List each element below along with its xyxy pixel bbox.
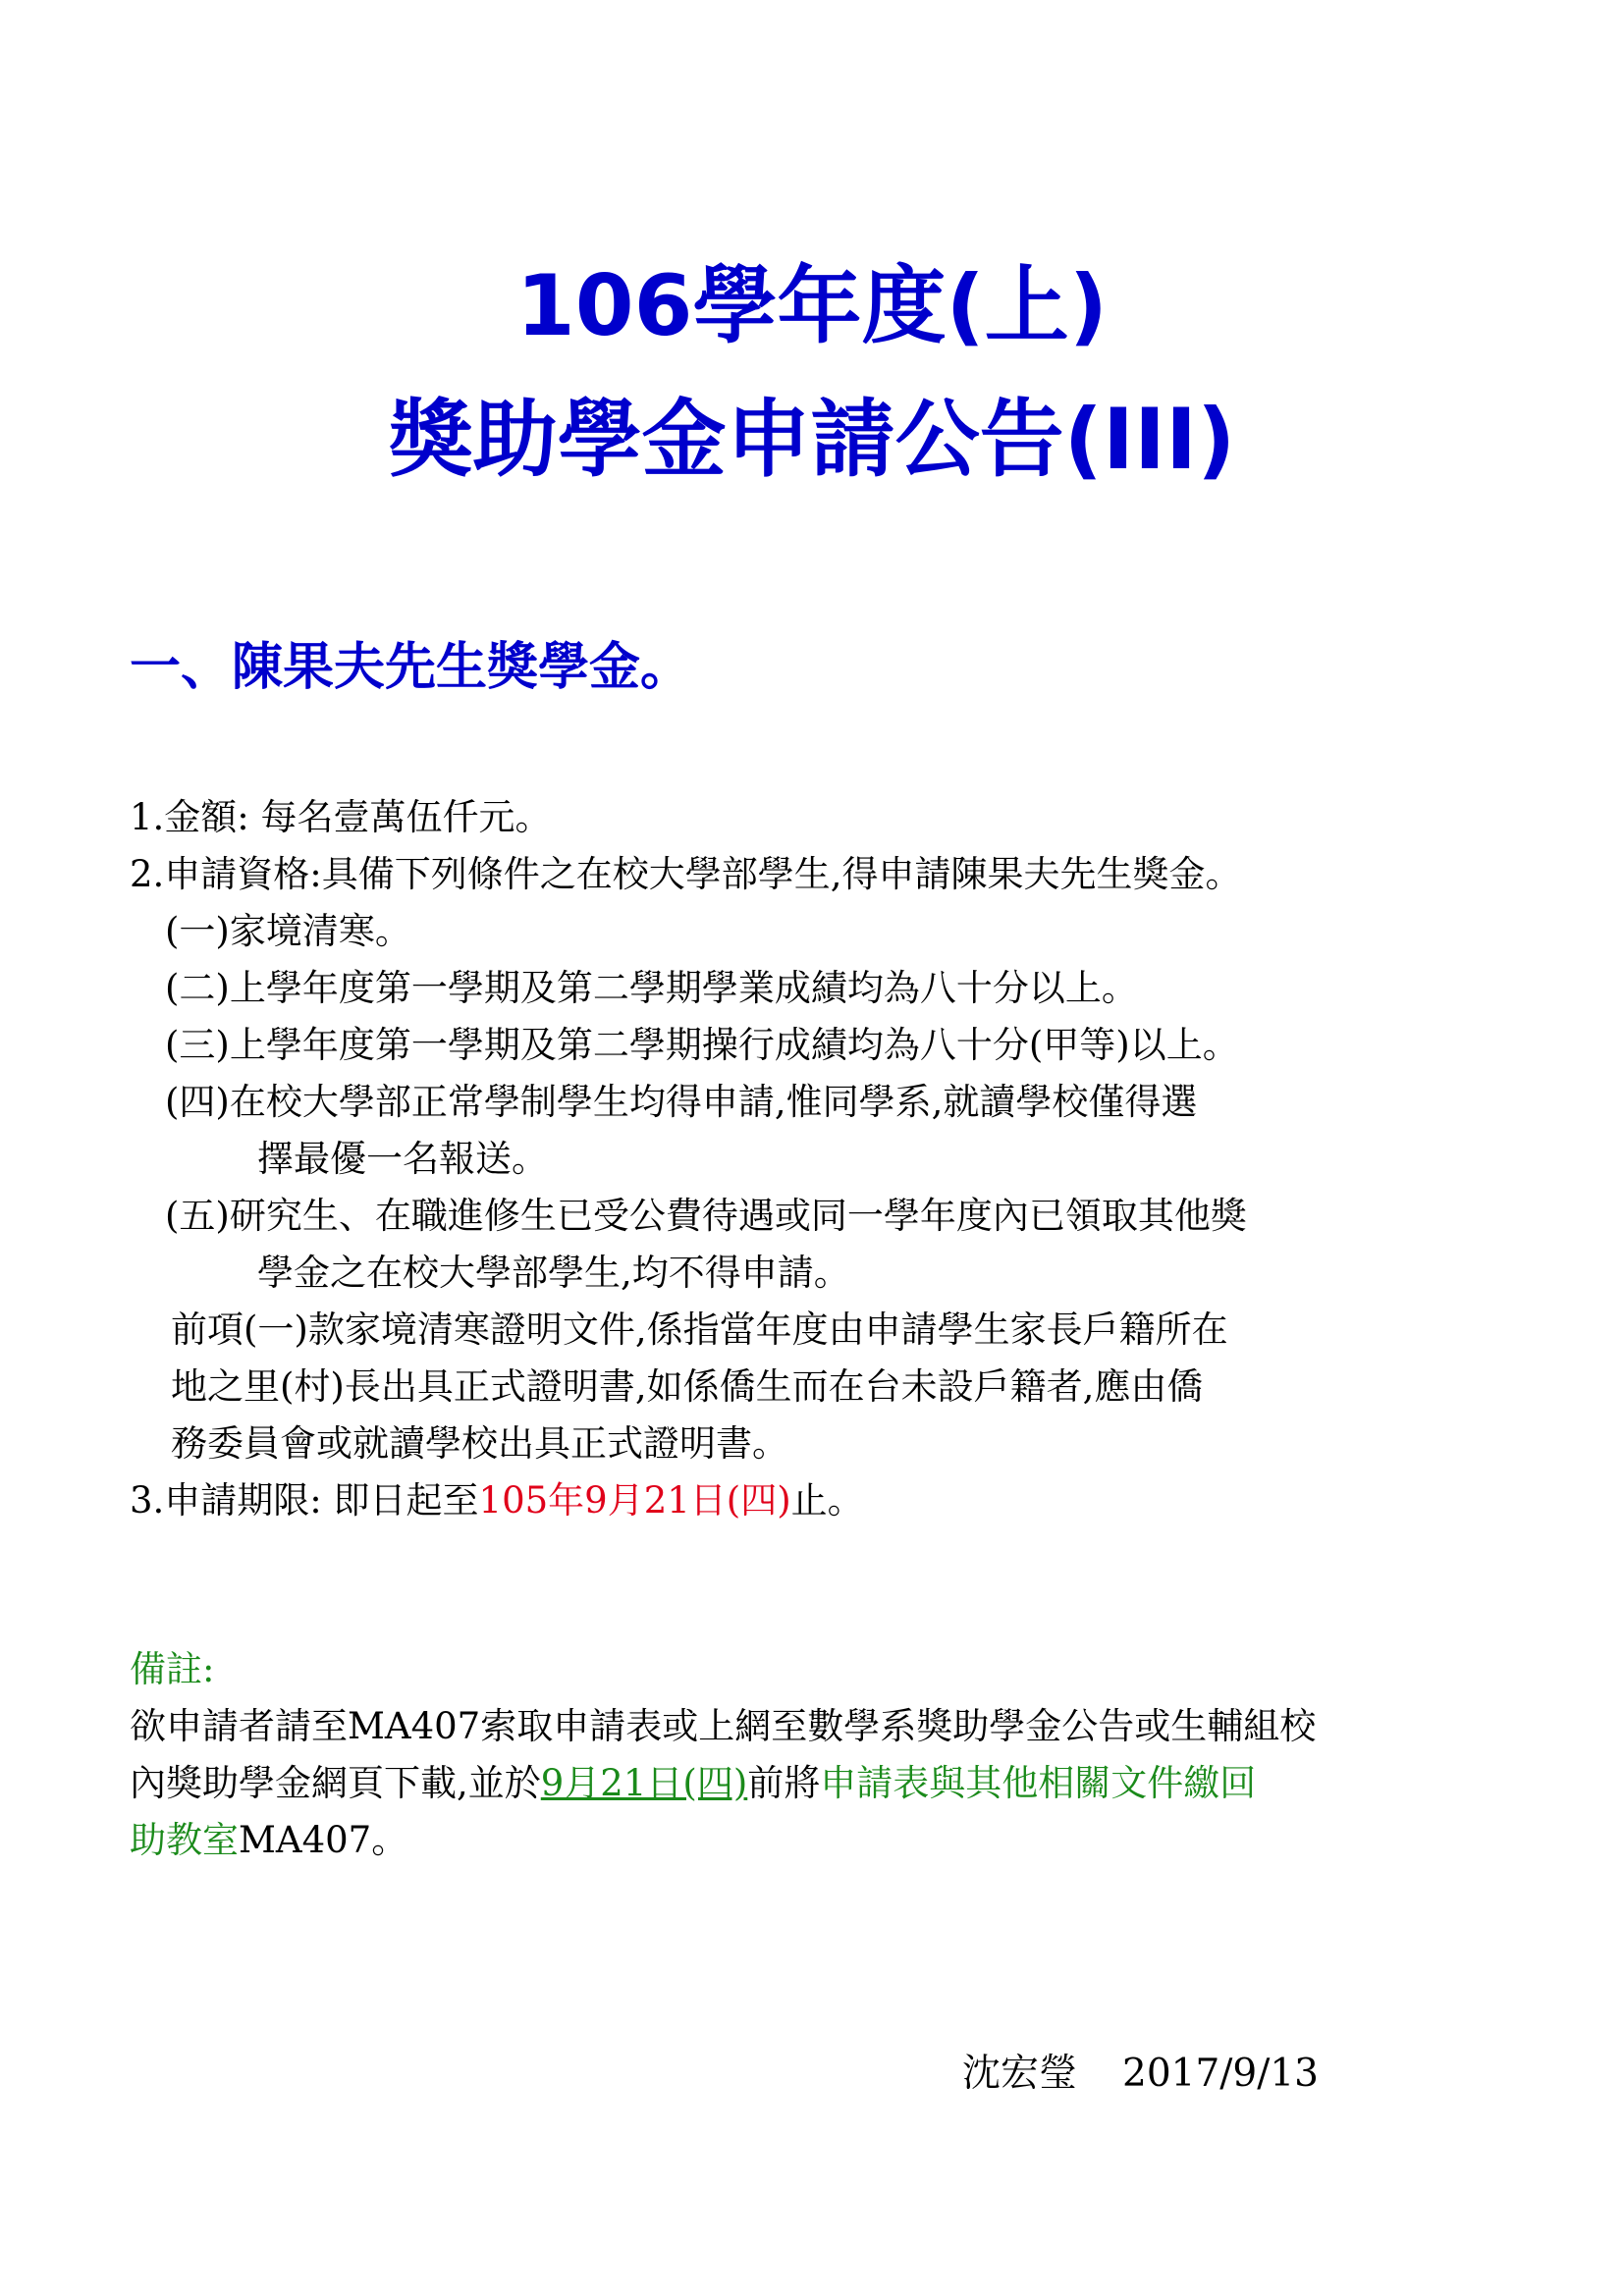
page-title-line-2: 獎助學金申請公告(III) — [388, 391, 1236, 489]
condition-2: (二)上學年度第一學期及第二學期學業成績均為八十分以上。 — [165, 967, 1138, 1009]
remarks-return-documents: 申請表與其他相關文件繳回 — [820, 1762, 1257, 1804]
condition-5-continued: 學金之在校大學部學生,均不得申請。 — [257, 1252, 850, 1294]
condition-1: (一)家境清寒。 — [165, 910, 411, 952]
item-amount: 1.金額: 每名壹萬伍仟元。 — [130, 796, 552, 838]
remarks-office: 助教室 — [130, 1819, 239, 1861]
remarks-line-3 — [130, 1816, 407, 1865]
deadline-prefix: 3.申請期限: 即日起至 — [130, 1479, 479, 1522]
remarks-line-2-mid: 前將 — [747, 1762, 821, 1804]
note-line-1: 前項(一)款家境清寒證明文件,係指當年度由申請學生家長戶籍所在 — [171, 1308, 1228, 1351]
signature-date: 2017/9/13 — [1122, 2052, 1319, 2096]
signature — [962, 2050, 1319, 2099]
remarks-line-2 — [130, 1759, 1256, 1808]
deadline-date: 105年9月21日(四) — [478, 1479, 791, 1522]
remarks-line-2-prefix: 內獎助學金網頁下載,並於 — [130, 1762, 541, 1804]
section-heading: 一、陳果夫先生獎學金。 — [130, 638, 692, 697]
deadline-suffix: 止。 — [790, 1479, 864, 1522]
item-eligibility: 2.申請資格:具備下列條件之在校大學部學生,得申請陳果夫先生獎金。 — [130, 853, 1242, 895]
remarks-room: MA407。 — [239, 1819, 408, 1861]
remarks-line-1: 欲申請者請至MA407索取申請表或上網至數學系獎助學金公告或生輔組校 — [130, 1705, 1317, 1747]
item-deadline — [130, 1476, 864, 1525]
note-line-3: 務委員會或就讀學校出具正式證明書。 — [171, 1422, 788, 1465]
note-line-2: 地之里(村)長出具正式證明書,如係僑生而在台未設戶籍者,應由僑 — [171, 1365, 1204, 1408]
condition-5: (五)研究生、在職進修生已受公費待遇或同一學年度內已領取其他獎 — [165, 1195, 1247, 1237]
signature-name: 沈宏瑩 — [962, 2052, 1078, 2096]
page-title-line-1: 106學年度(上) — [515, 257, 1109, 355]
remarks-deadline-date: 9月21日(四) — [540, 1762, 748, 1804]
condition-3: (三)上學年度第一學期及第二學期操行成績均為八十分(甲等)以上。 — [165, 1024, 1239, 1066]
condition-4-continued: 擇最優一名報送。 — [257, 1138, 548, 1180]
condition-4: (四)在校大學部正常學制學生均得申請,惟同學系,就讀學校僅得選 — [165, 1081, 1198, 1123]
remarks-label: 備註: — [130, 1648, 215, 1690]
